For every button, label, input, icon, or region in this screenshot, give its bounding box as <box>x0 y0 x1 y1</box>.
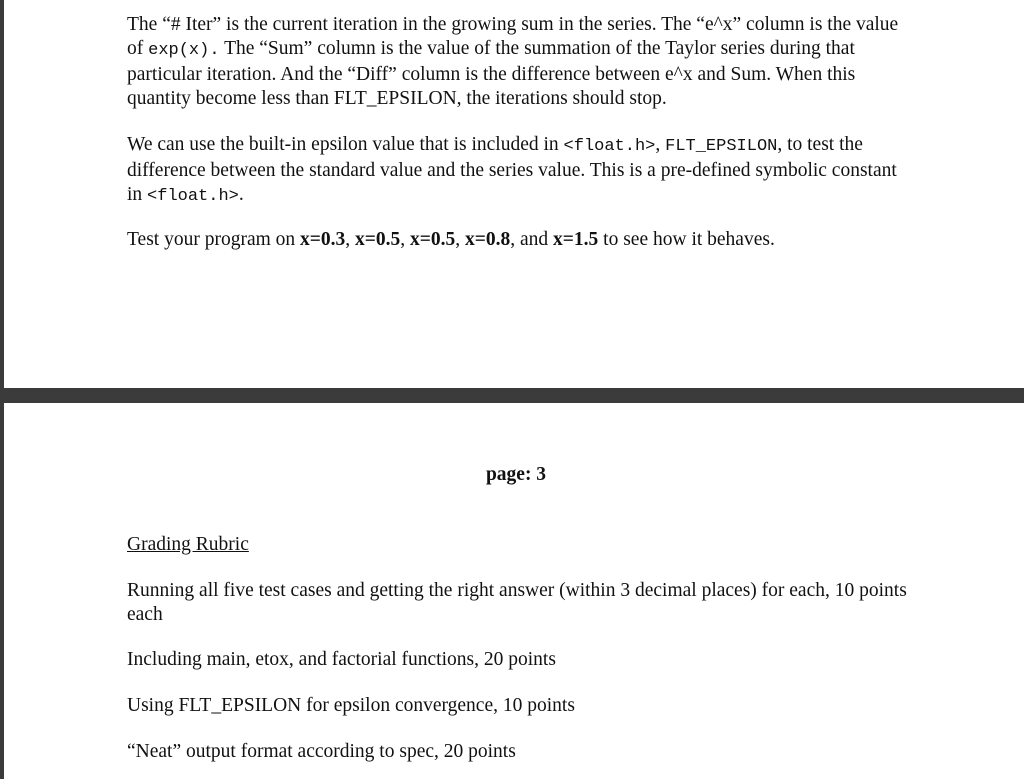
test-value: x=1.5 <box>553 229 599 250</box>
rubric-item-text: Running all five test cases and getting the right answer (within 3 decimal places) for each, 10 points each <box>127 580 907 625</box>
rubric-item-text: Using FLT_EPSILON for epsilon convergence, 10 points <box>127 695 575 716</box>
page-top-content-3 <box>127 228 907 252</box>
page-top-content-2 <box>127 133 907 209</box>
text: , to test the difference between the standard value and the series value. This is a pre-defined symbolic constant in <box>127 134 897 205</box>
text: . <box>238 184 244 205</box>
rubric-item <box>127 579 907 627</box>
page-separator <box>0 388 1024 403</box>
page-top-content <box>127 13 907 111</box>
text: Test your program on <box>127 229 301 250</box>
code-flt-epsilon: FLT_EPSILON <box>665 137 778 156</box>
code-float-h: <float.h> <box>563 137 656 156</box>
paragraph-test-values <box>127 228 907 252</box>
rubric-item <box>127 694 907 718</box>
document-page-bottom <box>0 403 1024 779</box>
rubric-item-text: Including main, etox, and factorial functions, 20 points <box>127 649 556 670</box>
text: to see how it behaves. <box>598 229 775 250</box>
text: The “Sum” column is the value of the summation of the Taylor series during that particular iteration. And the “Diff” column is the difference between e^x and Sum. When this quantity become less than FLT_EPSILON, the iterations should stop. <box>127 38 856 109</box>
rubric-item <box>127 740 907 764</box>
code-exp: exp(x). <box>148 41 220 60</box>
test-value: x=0.5 <box>355 229 401 250</box>
page-number-label: page: 3 <box>485 464 547 485</box>
rubric-section <box>127 533 907 557</box>
rubric-item <box>127 648 907 672</box>
text: , <box>345 229 356 250</box>
rubric-title: Grading Rubric <box>127 534 249 555</box>
text: The “# Iter” is the current iteration in the growing sum in the series. The “e^x” column is the value of <box>127 14 899 59</box>
test-value: x=0.5 <box>410 229 456 250</box>
text: , and <box>510 229 554 250</box>
rubric-item-text: “Neat” output format according to spec, 20 points <box>127 741 516 762</box>
text: , <box>400 229 411 250</box>
text: , <box>655 134 666 155</box>
text: , <box>455 229 466 250</box>
paragraph-epsilon <box>127 133 907 209</box>
document-page-top <box>0 0 1024 388</box>
test-value: x=0.8 <box>465 229 511 250</box>
paragraph-iteration-columns <box>127 13 907 111</box>
text: We can use the built-in epsilon value that is included in <box>127 134 564 155</box>
code-float-h: <float.h> <box>147 187 239 206</box>
test-value: x=0.3 <box>300 229 346 250</box>
